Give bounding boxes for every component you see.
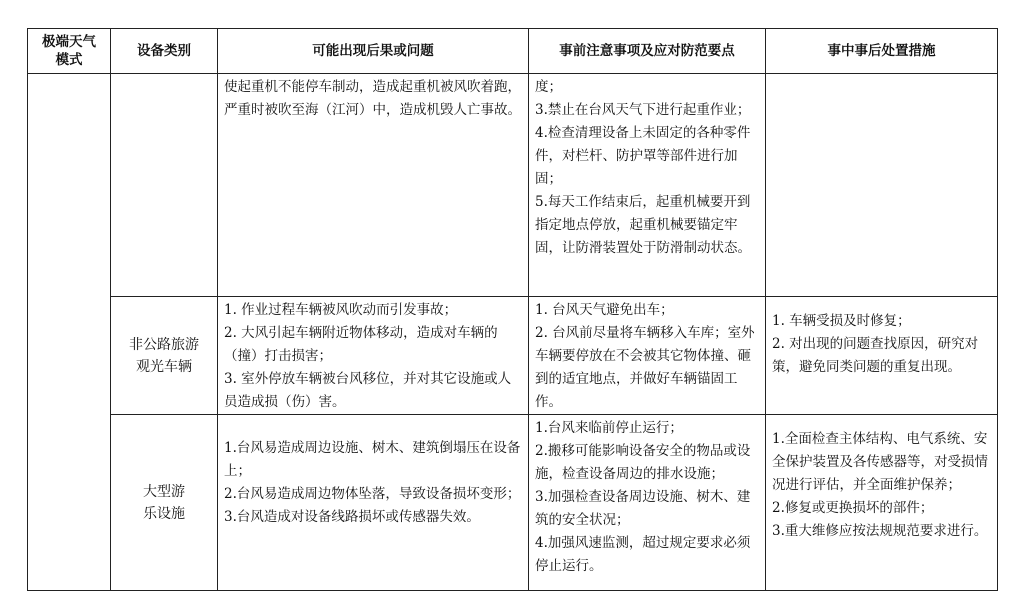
precaution-cell: [529, 297, 766, 415]
consequence-line: 1.台风易造成周边设施、树木、建筑倒塌压在设备上；: [224, 440, 521, 479]
mode-cell: [28, 74, 111, 591]
table-row: [28, 297, 998, 415]
precaution-line: 5.每天工作结束后，起重机械要开到指定地点停放，起重机械要锚定牢固，让防滑装置处于防滑制动状态。: [535, 194, 751, 256]
precaution-line: 3.禁止在台风天气下进行起重作业；: [535, 102, 751, 118]
disposal-line: 3.重大维修应按法规规范要求进行。: [772, 523, 988, 539]
category-cell: [111, 74, 218, 297]
consequence-line: 2.台风易造成周边物体坠落，导致设备损坏变形；: [224, 486, 521, 502]
consequence-cell: [218, 297, 529, 415]
disposal-cell: [766, 415, 998, 591]
header-mode: 极端天气模式: [28, 29, 111, 74]
header-consequence: 可能出现后果或问题: [218, 29, 529, 74]
precaution-line: 4.加强风速监测，超过规定要求必须停止运行。: [535, 535, 751, 574]
precaution-line: 4.检查清理设备上未固定的各种零件件，对栏杆、防护罩等部件进行加固；: [535, 125, 751, 187]
precaution-line: 2.搬移可能影响设备安全的物品或设施，检查设备周边的排水设施；: [535, 443, 751, 482]
precaution-cell: [529, 74, 766, 297]
disposal-line: 1. 车辆受损及时修复；: [772, 313, 911, 329]
precaution-line: 3.加强检查设备周边设施、树木、建筑的安全状况；: [535, 489, 751, 528]
weather-safety-table: [27, 28, 998, 591]
consequence-cell: [218, 74, 529, 297]
category-cell: 大型游乐设施: [111, 415, 218, 591]
header-disposal: 事中事后处置措施: [766, 29, 998, 74]
consequence-line: 3.台风造成对设备线路损坏或传感器失效。: [224, 509, 480, 525]
disposal-cell: [766, 297, 998, 415]
consequence-cell: [218, 415, 529, 591]
category-cell: 非公路旅游观光车辆: [111, 297, 218, 415]
table-row: [28, 74, 998, 297]
disposal-cell: [766, 74, 998, 297]
header-precaution: 事前注意事项及应对防范要点: [529, 29, 766, 74]
precaution-line: 2. 台风前尽量将车辆移入车库；室外车辆要停放在不会被其它物体撞、砸到的适宜地点，并做好车辆锚固工作。: [535, 325, 755, 410]
precaution-cell: [529, 415, 766, 591]
header-row: [28, 29, 998, 74]
consequence-line: 1. 作业过程车辆被风吹动而引发事故；: [224, 302, 458, 318]
precaution-line: 1. 台风天气避免出车；: [535, 302, 674, 318]
precaution-line: 1.台风来临前停止运行；: [535, 420, 683, 436]
consequence-line: 3. 室外停放车辆被台风移位，并对其它设施或人员造成损（伤）害。: [224, 371, 512, 410]
disposal-line: 2.修复或更换损坏的部件；: [772, 500, 934, 516]
header-category: 设备类别: [111, 29, 218, 74]
disposal-line: 1.全面检查主体结构、电气系统、安全保护装置及各传感器等，对受损情况进行评估，并全面维护保养；: [772, 431, 988, 493]
consequence-line: 使起重机不能停车制动，造成起重机被风吹着跑，严重时被吹至海（江河）中，造成机毁人亡事故。: [224, 79, 521, 118]
consequence-line: 2. 大风引起车辆附近物体移动，造成对车辆的（撞）打击损害；: [224, 325, 498, 364]
disposal-line: 2. 对出现的问题查找原因，研究对策，避免同类问题的重复出现。: [772, 336, 979, 375]
table-row: [28, 415, 998, 591]
precaution-line: 度；: [535, 79, 562, 95]
